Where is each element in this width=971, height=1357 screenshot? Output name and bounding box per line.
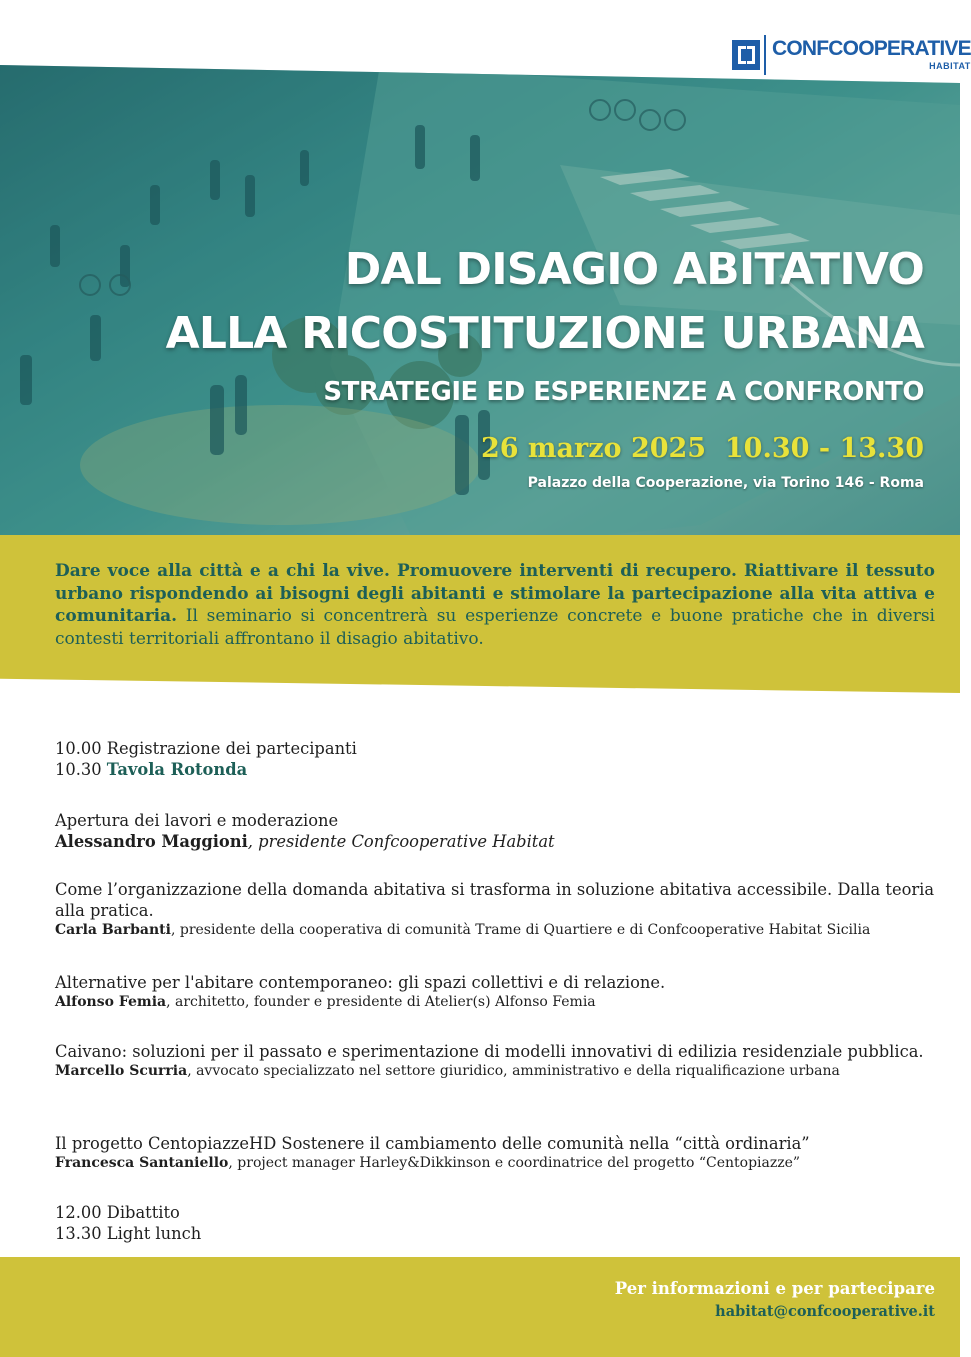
speaker-1-name: Alessandro Maggioni (55, 832, 248, 851)
speaker-4-role: , avvocato specializzato nel settore giuridico, amministrativo e della riqualificazione urbana (187, 1063, 840, 1079)
confcooperative-logo (732, 34, 971, 76)
speaker-4-name: Marcello Scurria (55, 1063, 188, 1079)
subtitle: STRATEGIE ED ESPERIENZE A CONFRONTO (323, 377, 924, 407)
talk-5-title: Il progetto CentopiazzeHD Sostenere il cambiamento delle comunità nella “città ordinaria” (55, 1134, 810, 1153)
logo-name: CONFCOOPERATIVE (772, 37, 971, 60)
programme-closing (55, 1202, 945, 1244)
event-date: 26 marzo 2025 10.30 - 13.30 (480, 433, 924, 464)
speaker-5 (55, 1154, 945, 1173)
programme-item-1 (55, 810, 945, 852)
talk-2-title: Come l’organizzazione della domanda abitativa si trasforma in soluzione abitativa accessibile. Dalla teoria alla pratica. (55, 880, 935, 920)
logo-separator (764, 35, 766, 75)
intro-text (55, 560, 935, 650)
speaker-3-name: Alfonso Femia (55, 994, 167, 1010)
programme-item-4 (55, 1041, 945, 1081)
round-table-time: 10.30 (55, 760, 107, 779)
speaker-1-role: , presidente Confcooperative Habitat (247, 832, 555, 851)
speaker-5-role: , project manager Harley&Dikkinson e coordinatrice del progetto “Centopiazze” (228, 1155, 801, 1171)
footer-title: Per informazioni e per partecipare (614, 1279, 935, 1298)
lunch: 13.30 Light lunch (55, 1224, 202, 1243)
round-table-line (55, 759, 945, 780)
speaker-5-name: Francesca Santaniello (55, 1155, 229, 1171)
speaker-4 (55, 1062, 945, 1081)
programme-item-3 (55, 972, 945, 1012)
talk-3-title: Alternative per l'abitare contemporaneo: gli spazi collettivi e di relazione. (55, 973, 666, 992)
speaker-3 (55, 993, 945, 1012)
footer-email[interactable]: habitat@confcooperative.it (715, 1303, 935, 1320)
debate: 12.00 Dibattito (55, 1203, 180, 1222)
speaker-2-role: , presidente della cooperativa di comunità Trame di Quartiere e di Confcooperative Habitat Sicilia (170, 922, 871, 938)
speaker-2 (55, 921, 945, 940)
logo-mark-icon (732, 40, 760, 70)
programme-item-2 (55, 879, 945, 940)
opening-label: Apertura dei lavori e moderazione (55, 811, 339, 830)
logo-sub: HABITAT (929, 61, 971, 71)
intro-bold: Dare voce alla città e a chi la vive. Promuovere interventi di recupero. Riattivare il tessuto urbano rispondendo ai bisogni degli abitanti e stimolare la partecipazione alla vita attiva e comunitaria. (55, 561, 935, 626)
programme-item-5 (55, 1133, 945, 1173)
title-line-2: ALLA RICOSTITUZIONE URBANA (165, 308, 924, 359)
intro-normal: Il seminario si concentrerà su esperienze concrete e buone pratiche che in diversi contesti territoriali affrontano il disagio abitativo. (55, 606, 935, 649)
title-line-1: DAL DISAGIO ABITATIVO (344, 244, 924, 295)
speaker-2-name: Carla Barbanti (55, 922, 171, 938)
logo-text (772, 38, 971, 72)
registration: 10.00 Registrazione dei partecipanti (55, 739, 357, 758)
speaker-1 (55, 831, 945, 852)
event-venue: Palazzo della Cooperazione, via Torino 146 - Roma (527, 475, 924, 491)
programme-opening (55, 738, 945, 780)
talk-4-title: Caivano: soluzioni per il passato e sperimentazione di modelli innovativi di edilizia residenziale pubblica. (55, 1042, 924, 1061)
speaker-3-role: , architetto, founder e presidente di Atelier(s) Alfonso Femia (166, 994, 596, 1010)
round-table-label: Tavola Rotonda (106, 760, 248, 779)
